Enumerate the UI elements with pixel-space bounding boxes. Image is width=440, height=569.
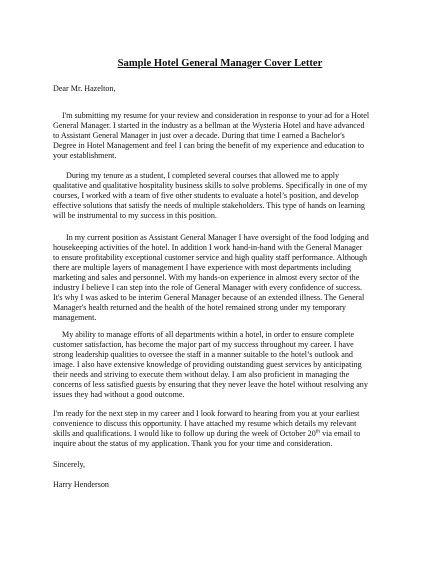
paragraph-line: I'm submitting my resume for your review and consideration in response to your ad for a Hotel: [62, 111, 370, 120]
line-text-before: skills and qualifications. I would like to follow up during the week of October 20: [53, 429, 316, 438]
paragraph-line: customer satisfaction, has become the major part of my success throughout my career. I have: [53, 340, 354, 349]
paragraph-line: to ensure profitability exceptional customer service and high quality staff performance. Although: [53, 253, 368, 262]
salutation: Dear Mr. Hazelton,: [53, 84, 116, 93]
paragraph-line: strong leadership qualities to oversee the staff in a manner suitable to the hotel’s outlook and: [53, 350, 353, 359]
line-text-after: via email to: [320, 429, 361, 438]
paragraph-line: issues they had without a good outcome.: [53, 390, 185, 399]
paragraph-line: It's why I was asked to be interim General Manager because of an extended illness. The General: [53, 293, 365, 302]
paragraph-line: industry I believe I can step into the role of General Manager with every confidence of success.: [53, 283, 363, 292]
paragraph-line: courses, I worked with a team of five other students to evaluate a hotel’s position, and develop: [53, 191, 359, 200]
paragraph-line: In my current position as Assistant General Manager I have oversight of the food lodging and: [66, 233, 369, 242]
paragraph-line: will be instrumental to my success in this position.: [53, 211, 217, 220]
paragraph-line: to Assistant General Manager in just over a decade. During that time I earned a Bachelor's: [53, 131, 345, 140]
paragraph-line: I'm ready for the next step in my career and I look forward to hearing from you at your earliest: [53, 409, 360, 418]
paragraph-line: management.: [53, 313, 97, 322]
paragraph-line: convenience to discuss this opportunity. I have attached my resume which details my relevant: [53, 419, 357, 428]
paragraph-line: [53, 429, 360, 439]
paragraph-line: General Manager. I started in the industry as a bellman at the Wysteria Hotel and have advanced: [53, 121, 365, 130]
paragraph-line: concerns of less satisfied guests by ensuring that they never leave the hotel without resolving any: [53, 380, 368, 389]
letter-title: Sample Hotel General Manager Cover Letter: [117, 58, 323, 69]
paragraph-line: their needs and striving to execute them without delay. I am also proficient in managing the: [53, 370, 350, 379]
paragraph-line: housekeeping activities of the hotel. In addition I work hand-in-hand with the General Manager: [53, 243, 363, 252]
paragraph-line: qualitative and qualitative hospitality business skills to solve problems. Specifically in one of my: [53, 181, 368, 190]
ordinal-suffix: th: [315, 428, 321, 435]
signature-name: Harry Henderson: [53, 480, 109, 489]
paragraph-line: your establishment.: [53, 151, 117, 160]
paragraph-line: During my tenure as a student, I completed several courses that allowed me to apply: [66, 171, 340, 180]
paragraph-line: marketing and sales and personnel. With my hands-on experience in almost every sector of the: [53, 273, 360, 282]
closing: Sincerely,: [53, 460, 86, 469]
paragraph-line: image. I also have extensive knowledge of providing outstanding guest services by anticipating: [53, 360, 362, 369]
paragraph-line: inquire about the status of my application. Thank you for your time and consideration.: [53, 439, 333, 448]
paragraph-line: there are multiple layers of management I have experience with most departments including: [53, 263, 352, 272]
paragraph-line: Degree in Hotel Management and feel I can bring the benefit of my experience and education to: [53, 141, 365, 150]
paragraph-line: effective solutions that satisfy the needs of multiple stakeholders. This type of hands on learning: [53, 201, 365, 210]
paragraph-line: My ability to manage efforts of all departments within a hotel, in order to ensure complete: [62, 330, 355, 339]
paragraph-line: Manager's health returned and the health of the hotel remained strong under my temporary: [53, 303, 346, 312]
